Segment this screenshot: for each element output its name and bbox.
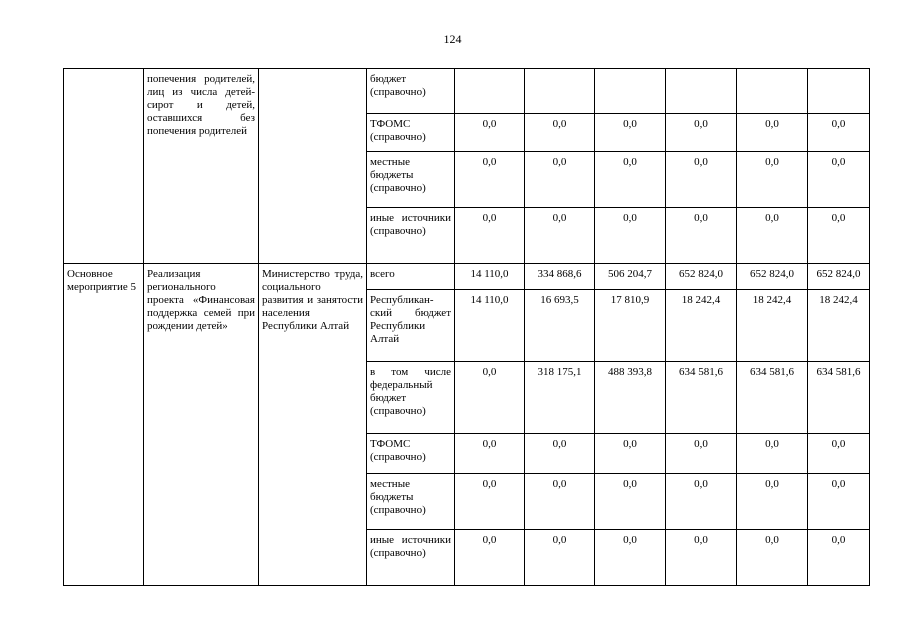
value-cell [737,69,808,114]
event-name-cell-empty [64,69,144,264]
value-cell: 0,0 [808,152,870,208]
funding-source-cell: ТФОМС (справочно) [367,434,455,474]
table-row [64,264,870,290]
value-cell: 17 810,9 [595,290,666,362]
value-cell: 18 242,4 [808,290,870,362]
funding-source-cell: Республикан-ский бюджет Республики Алтай [367,290,455,362]
value-cell: 0,0 [455,208,525,264]
value-cell: 0,0 [808,474,870,530]
value-cell: 16 693,5 [525,290,595,362]
executor-cell: Министерство труда, социального развития и занятости населения Республики Алтай [259,264,367,586]
value-cell: 0,0 [808,530,870,586]
value-cell: 634 581,6 [808,362,870,434]
value-cell: 0,0 [666,474,737,530]
value-cell: 488 393,8 [595,362,666,434]
value-cell: 0,0 [525,530,595,586]
value-cell: 0,0 [666,434,737,474]
value-cell: 634 581,6 [737,362,808,434]
value-cell: 0,0 [595,208,666,264]
budget-table [63,68,870,586]
value-cell: 0,0 [737,114,808,152]
value-cell: 0,0 [737,434,808,474]
event-description-cell: попечения родителей, лиц из числа детей-сирот и детей, оставшихся без попечения родителей [144,69,259,264]
value-cell: 506 204,7 [595,264,666,290]
event-description-cell: Реализация регионального проекта «Финансовая поддержка семей при рождении детей» [144,264,259,586]
value-cell: 0,0 [455,114,525,152]
value-cell: 0,0 [808,434,870,474]
executor-cell-empty [259,69,367,264]
value-cell: 0,0 [737,474,808,530]
event-name-cell: Основное мероприятие 5 [64,264,144,586]
value-cell: 0,0 [525,208,595,264]
value-cell: 0,0 [595,530,666,586]
value-cell: 0,0 [525,434,595,474]
value-cell: 634 581,6 [666,362,737,434]
funding-source-cell: иные источники (справочно) [367,208,455,264]
value-cell [808,69,870,114]
value-cell [595,69,666,114]
value-cell: 0,0 [595,152,666,208]
value-cell: 0,0 [666,152,737,208]
funding-source-cell: в том числе федеральный бюджет (справочно) [367,362,455,434]
value-cell: 0,0 [525,474,595,530]
value-cell: 334 868,6 [525,264,595,290]
value-cell: 14 110,0 [455,290,525,362]
value-cell: 652 824,0 [737,264,808,290]
page-number: 124 [443,32,462,46]
value-cell: 0,0 [455,152,525,208]
funding-source-cell: бюджет (справочно) [367,69,455,114]
value-cell: 0,0 [737,530,808,586]
value-cell: 0,0 [666,114,737,152]
value-cell: 652 824,0 [666,264,737,290]
value-cell: 0,0 [455,474,525,530]
value-cell: 0,0 [455,434,525,474]
funding-source-cell: местные бюджеты (справочно) [367,152,455,208]
value-cell: 0,0 [666,530,737,586]
value-cell: 0,0 [595,434,666,474]
funding-source-cell: ТФОМС (справочно) [367,114,455,152]
value-cell: 0,0 [525,114,595,152]
value-cell: 14 110,0 [455,264,525,290]
value-cell [455,69,525,114]
value-cell: 318 175,1 [525,362,595,434]
value-cell: 18 242,4 [666,290,737,362]
value-cell: 0,0 [808,208,870,264]
value-cell: 0,0 [455,362,525,434]
value-cell: 0,0 [525,152,595,208]
table-row [64,69,870,114]
value-cell: 652 824,0 [808,264,870,290]
value-cell: 0,0 [455,530,525,586]
value-cell: 0,0 [737,208,808,264]
value-cell: 0,0 [595,114,666,152]
funding-source-cell: местные бюджеты (справочно) [367,474,455,530]
value-cell: 0,0 [737,152,808,208]
funding-source-cell: всего [367,264,455,290]
value-cell [525,69,595,114]
value-cell: 18 242,4 [737,290,808,362]
funding-source-cell: иные источники (справочно) [367,530,455,586]
value-cell [666,69,737,114]
value-cell: 0,0 [666,208,737,264]
value-cell: 0,0 [808,114,870,152]
value-cell: 0,0 [595,474,666,530]
